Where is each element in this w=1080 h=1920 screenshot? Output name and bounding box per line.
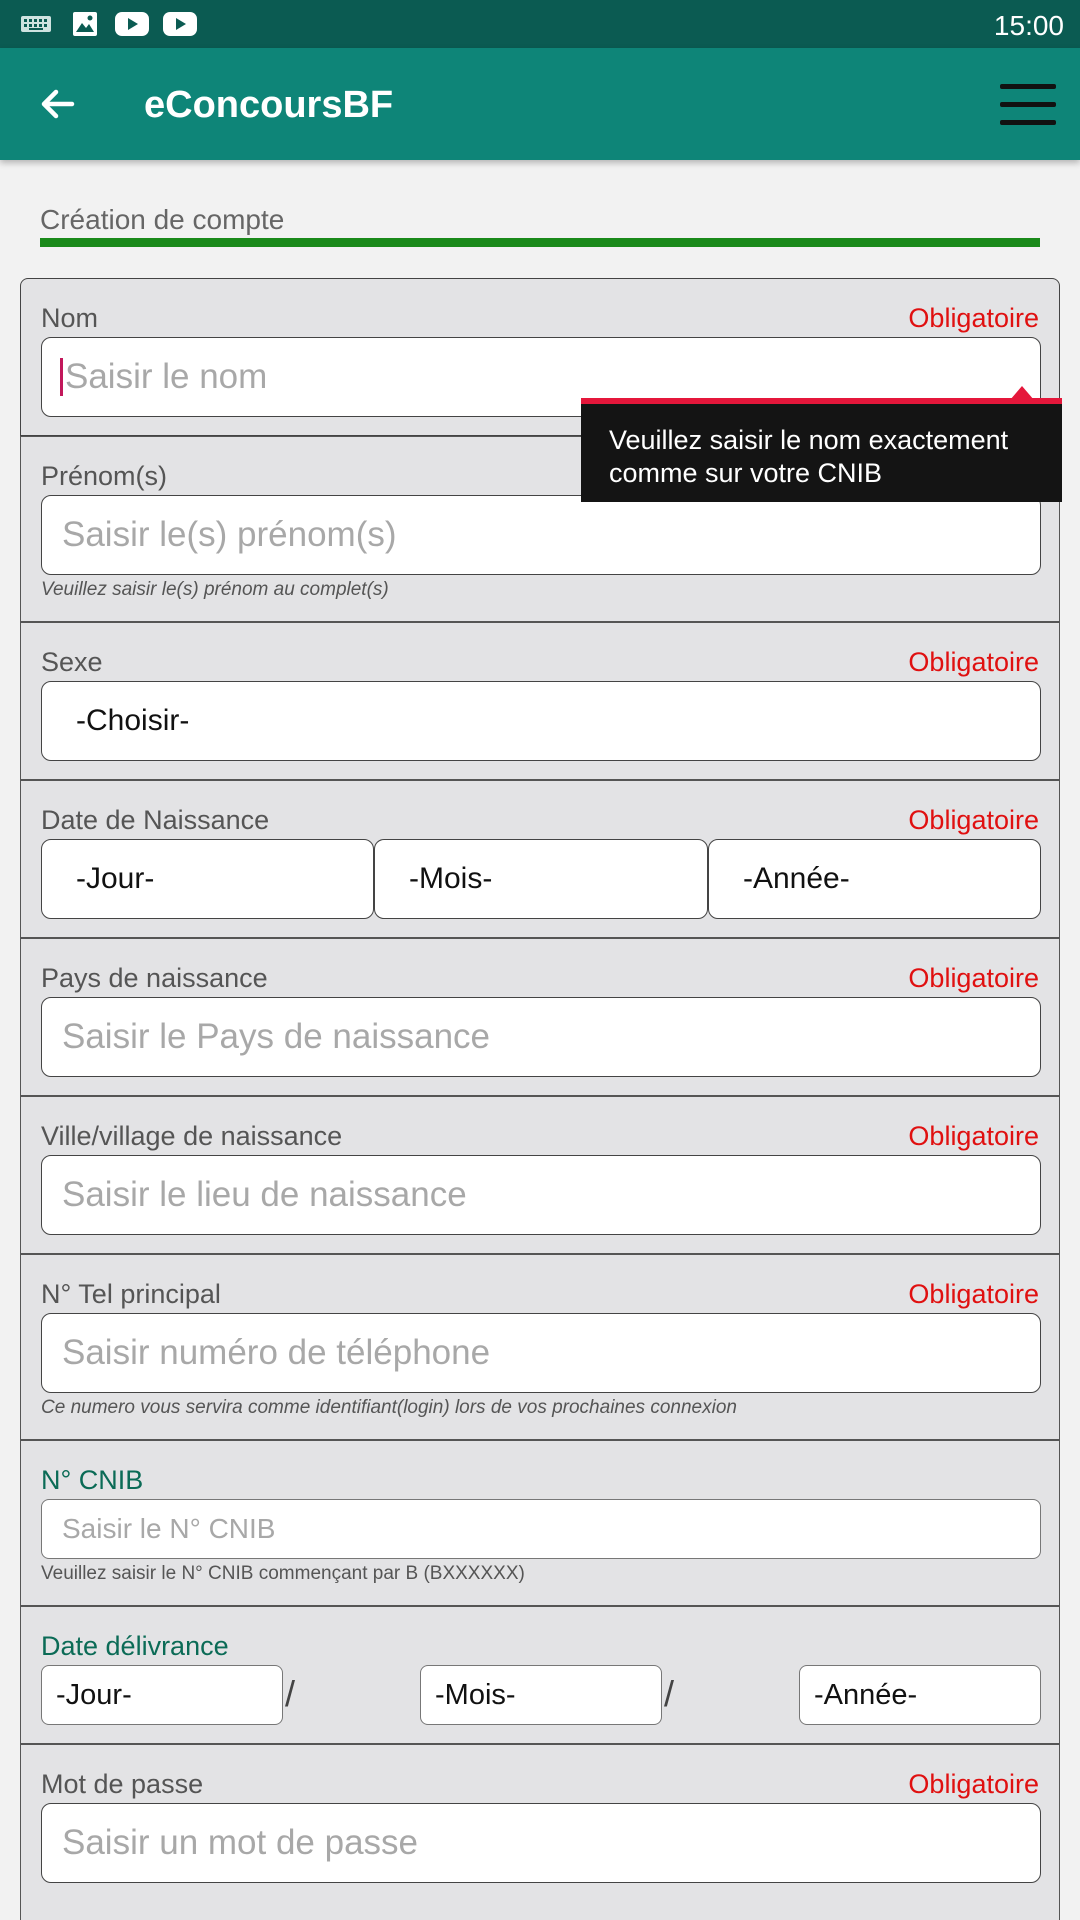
- date-separator: /: [285, 1673, 296, 1714]
- date-delivrance-label: Date délivrance: [41, 1631, 229, 1661]
- nom-label: Nom: [41, 303, 99, 333]
- field-card-sexe: [20, 622, 1060, 780]
- status-bar: [0, 0, 1080, 48]
- date-delivrance-year-select[interactable]: -Année-: [799, 1665, 1041, 1725]
- youtube-icon: [114, 11, 150, 37]
- field-card-mot-de-passe: [20, 1744, 1060, 1920]
- nom-placeholder: Saisir le nom: [65, 357, 268, 396]
- date-naissance-month-select[interactable]: -Mois-: [374, 839, 708, 919]
- pays-label: Pays de naissance: [41, 963, 268, 993]
- sexe-required: Obligatoire: [908, 647, 1039, 677]
- mot-de-passe-input[interactable]: Saisir un mot de passe: [41, 1803, 1041, 1883]
- pays-required: Obligatoire: [908, 963, 1039, 993]
- field-card-cnib: [20, 1440, 1060, 1606]
- tel-input[interactable]: Saisir numéro de téléphone: [41, 1313, 1041, 1393]
- field-card-tel: [20, 1254, 1060, 1440]
- date-naissance-label: Date de Naissance: [41, 805, 270, 835]
- date-delivrance-day-select[interactable]: -Jour-: [41, 1665, 283, 1725]
- section-progress-line: [40, 238, 1040, 247]
- cnib-hint: Veuillez saisir le N° CNIB commençant par B (BXXXXXX): [41, 1563, 525, 1584]
- back-arrow-icon[interactable]: [30, 76, 86, 132]
- tel-hint: Ce numero vous servira comme identifiant(login) lors de vos prochaines connexion: [41, 1397, 737, 1418]
- image-icon: [72, 11, 98, 37]
- prenom-input[interactable]: Saisir le(s) prénom(s): [41, 495, 1041, 575]
- hamburger-menu-icon[interactable]: [1000, 78, 1058, 128]
- field-card-ville: [20, 1096, 1060, 1254]
- ville-input[interactable]: Saisir le lieu de naissance: [41, 1155, 1041, 1235]
- youtube-icon: [162, 11, 198, 37]
- app-title: eConcoursBF: [144, 84, 394, 126]
- mot-de-passe-required: Obligatoire: [908, 1769, 1039, 1799]
- tooltip-arrow: [1010, 386, 1034, 400]
- nom-required: Obligatoire: [908, 303, 1039, 333]
- pays-input[interactable]: Saisir le Pays de naissance: [41, 997, 1041, 1077]
- ville-required: Obligatoire: [908, 1121, 1039, 1151]
- field-card-date-naissance: [20, 780, 1060, 938]
- field-card-pays: [20, 938, 1060, 1096]
- date-separator: /: [664, 1673, 675, 1714]
- tooltip-line-1: Veuillez saisir le nom exactement: [609, 425, 1009, 455]
- prenom-hint: Veuillez saisir le(s) prénom au complet(s): [41, 579, 389, 600]
- sexe-label: Sexe: [41, 647, 103, 677]
- cnib-input[interactable]: Saisir le N° CNIB: [41, 1499, 1041, 1559]
- date-delivrance-month-select[interactable]: -Mois-: [420, 1665, 662, 1725]
- ville-label: Ville/village de naissance: [41, 1121, 343, 1151]
- tel-required: Obligatoire: [908, 1279, 1039, 1309]
- tooltip-line-2: comme sur votre CNIB: [609, 458, 883, 488]
- section-title: Création de compte: [40, 204, 285, 235]
- date-naissance-year-select[interactable]: -Année-: [708, 839, 1041, 919]
- status-time: 15:00: [993, 10, 1064, 41]
- nom-tooltip: [581, 398, 1062, 502]
- date-naissance-required: Obligatoire: [908, 805, 1039, 835]
- tel-label: N° Tel principal: [41, 1279, 221, 1309]
- keyboard-icon: [20, 11, 52, 37]
- text-cursor: [60, 358, 63, 396]
- field-card-date-delivrance: [20, 1606, 1060, 1744]
- tooltip-accent-bar: [581, 398, 1062, 404]
- app-bar: [0, 48, 1080, 160]
- date-naissance-day-select[interactable]: -Jour-: [41, 839, 374, 919]
- sexe-select[interactable]: -Choisir-: [41, 681, 1041, 761]
- prenom-label: Prénom(s): [41, 461, 168, 491]
- mot-de-passe-label: Mot de passe: [41, 1769, 204, 1799]
- cnib-label: N° CNIB: [41, 1465, 144, 1495]
